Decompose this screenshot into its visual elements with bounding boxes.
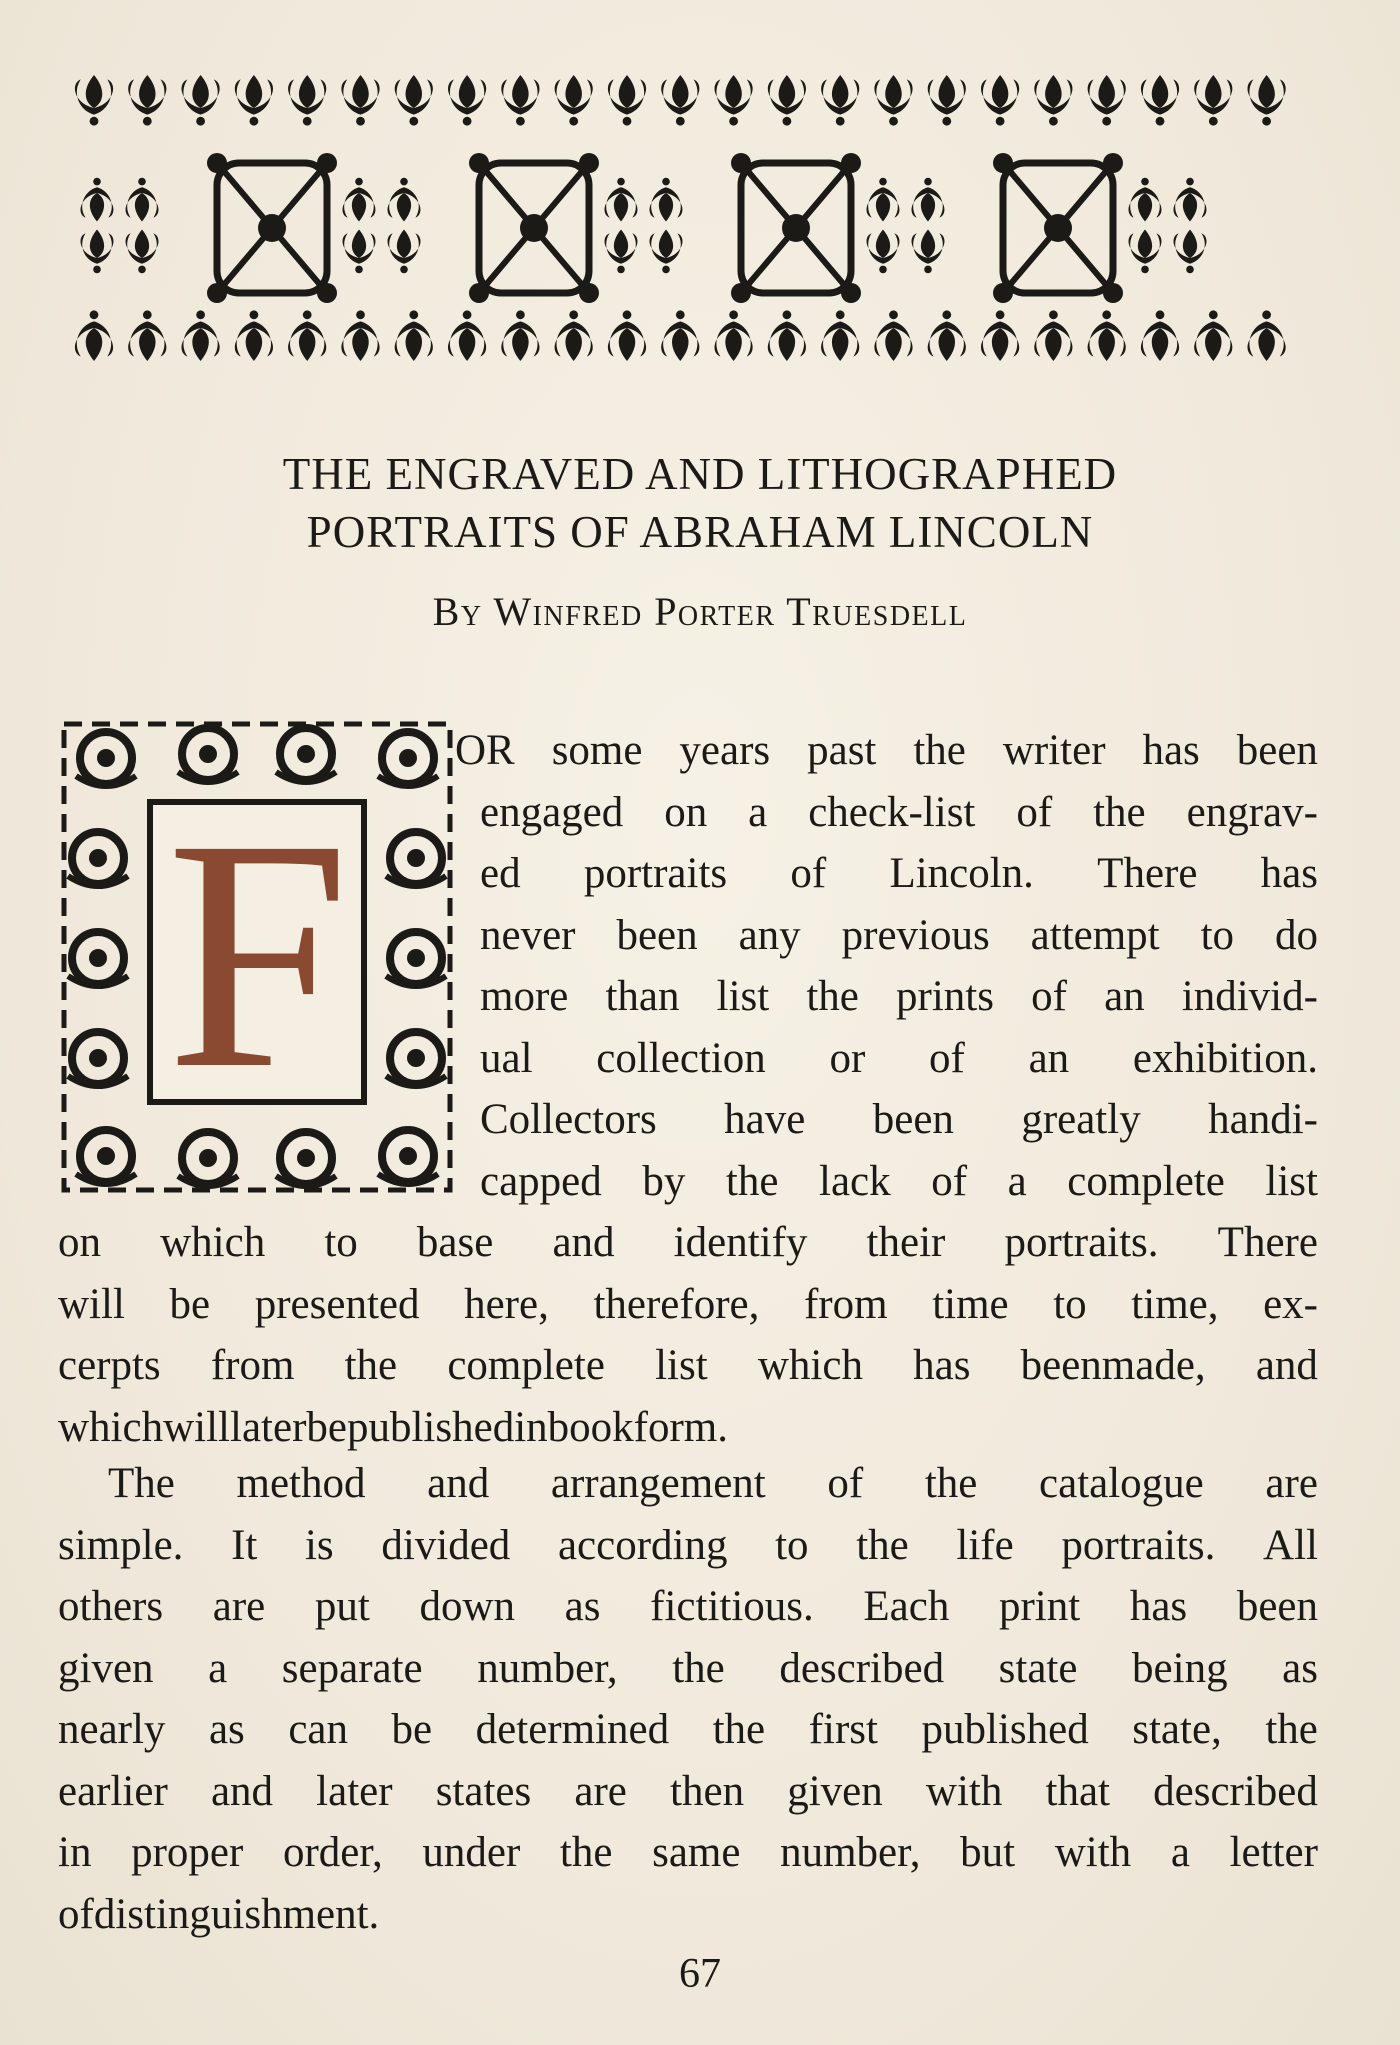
fleuron-ornament (501, 75, 539, 115)
fleuron-ornament (912, 230, 945, 264)
ornament-dot (1102, 310, 1111, 319)
text-line: Collectors have been greatly handi- (480, 1096, 1318, 1143)
fleuron-ornament (867, 187, 900, 221)
fleuron-ornament (1129, 230, 1162, 264)
ornament-dot (676, 310, 685, 319)
knot-corner (207, 153, 227, 173)
knot-center (520, 214, 548, 242)
ornament-dot (569, 117, 578, 126)
fleuron-ornament (1034, 75, 1072, 115)
text-line: which will later be published in book form. (58, 1403, 728, 1451)
ornament-dot (409, 310, 418, 319)
fleuron-ornament (715, 75, 753, 115)
fleuron-ornament (343, 187, 376, 221)
ornament-dot (942, 117, 951, 126)
fleuron-ornament (343, 230, 376, 264)
fleuron-ornament (388, 230, 421, 264)
knot-corner (579, 153, 599, 173)
decorated-initial (58, 718, 456, 1196)
fleuron-ornament (448, 321, 486, 361)
ornament-dot (662, 266, 670, 274)
fleuron-ornament (605, 230, 638, 264)
fleuron-ornament (661, 321, 699, 361)
knot-corner (731, 283, 751, 303)
fleuron-ornament (388, 187, 421, 221)
ornament-dot (1049, 117, 1058, 126)
ornament-dot (93, 266, 101, 274)
scroll-center (89, 949, 107, 967)
text-line: of distinguishment. (58, 1890, 380, 1938)
knot-corner (317, 283, 337, 303)
ornament-dot (729, 117, 738, 126)
fleuron-ornament (1174, 187, 1207, 221)
fleuron-ornament (128, 75, 166, 115)
text-line: never been any previous attempt to do (480, 911, 1318, 959)
ornament-dot (356, 310, 365, 319)
text-line: ual collection or of an exhibition. (480, 1034, 1318, 1082)
fleuron-ornament (874, 321, 912, 361)
ornament-dot (1141, 266, 1149, 274)
fleuron-ornament (608, 75, 646, 115)
fleuron-ornament (395, 75, 433, 115)
fleuron-ornament (1034, 321, 1072, 361)
fleuron-ornament (555, 75, 593, 115)
text-line: in proper order, under the same number, but with a letter (58, 1829, 1318, 1876)
fleuron-ornament (1194, 75, 1232, 115)
ornament-dot (400, 178, 408, 186)
text-line: given a separate number, the described state being as (58, 1644, 1318, 1692)
knot-corner (469, 153, 489, 173)
fleuron-ornament (661, 75, 699, 115)
fleuron-ornament (501, 321, 539, 361)
fleuron-ornament (81, 230, 114, 264)
scroll-center (199, 1149, 217, 1167)
text-line: cerpts from the complete list which has beenmade, and (58, 1342, 1318, 1389)
ornament-dot (879, 178, 887, 186)
fleuron-ornament (1141, 75, 1179, 115)
text-line: OR some years past the writer has been (455, 727, 1318, 774)
ornament-dot (143, 117, 152, 126)
knot-center (1044, 214, 1072, 242)
ornament-dot (1186, 178, 1194, 186)
ornamental-header-band (72, 58, 1302, 368)
fleuron-ornament (75, 321, 113, 361)
text-line: ed portraits of Lincoln. There has (480, 850, 1318, 897)
fleuron-ornament (981, 75, 1019, 115)
ornament-dot (623, 117, 632, 126)
ornament-dot (303, 310, 312, 319)
text-line: more than list the prints of an individ- (480, 973, 1318, 1020)
ornament-dot (836, 310, 845, 319)
scroll-center (407, 1049, 425, 1067)
text-line: will be presented here, therefore, from time to time, ex- (58, 1280, 1318, 1328)
fleuron-ornament (867, 230, 900, 264)
ornament-dot (996, 117, 1005, 126)
fleuron-ornament (981, 321, 1019, 361)
ornament-dot (783, 117, 792, 126)
fleuron-ornament (768, 321, 806, 361)
fleuron-ornament (555, 321, 593, 361)
knot-corner (731, 153, 751, 173)
fleuron-ornament (341, 321, 379, 361)
ornament-dot (942, 310, 951, 319)
fleuron-ornament (768, 75, 806, 115)
ornament-dot (138, 266, 146, 274)
fleuron-ornament (235, 75, 273, 115)
fleuron-ornament (650, 187, 683, 221)
fleuron-ornament (821, 321, 859, 361)
article-title-line-1: THE ENGRAVED AND LITHOGRAPHED (282, 449, 1118, 499)
scroll-center (407, 849, 425, 867)
fleuron-ornament (448, 75, 486, 115)
ornament-dot (1049, 310, 1058, 319)
fleuron-ornament (821, 75, 859, 115)
ornament-dot (676, 117, 685, 126)
knot-corner (841, 153, 861, 173)
scroll-center (89, 1049, 107, 1067)
knot-center (782, 214, 810, 242)
ornament-dot (617, 178, 625, 186)
ornament-dot (355, 266, 363, 274)
fleuron-ornament (182, 75, 220, 115)
knot-center (258, 214, 286, 242)
knot-corner (1103, 283, 1123, 303)
knot-corner (469, 283, 489, 303)
ornament-dot (1141, 178, 1149, 186)
ornament-dot (996, 310, 1005, 319)
fleuron-ornament (605, 187, 638, 221)
text-line: earlier and later states are then given with that described (58, 1767, 1318, 1815)
ornament-dot (355, 178, 363, 186)
ornament-dot (1186, 266, 1194, 274)
article-byline: By Winfred Porter Truesdell (432, 589, 968, 634)
ornament-dot (836, 117, 845, 126)
ornament-dot (1102, 117, 1111, 126)
ornament-dot (617, 266, 625, 274)
fleuron-ornament (128, 321, 166, 361)
fleuron-ornament (75, 75, 113, 115)
ornament-dot (889, 117, 898, 126)
fleuron-ornament (288, 75, 326, 115)
fleuron-ornament (1088, 75, 1126, 115)
fleuron-ornament (1141, 321, 1179, 361)
ornament-dot (250, 310, 259, 319)
scroll-center (97, 749, 115, 767)
ornament-dot (924, 178, 932, 186)
fleuron-ornament (912, 187, 945, 221)
ornament-dot (662, 178, 670, 186)
fleuron-ornament (235, 321, 273, 361)
scroll-center (97, 1147, 115, 1165)
ornament-dot (1156, 310, 1165, 319)
ornament-dot (463, 117, 472, 126)
fleuron-ornament (1174, 230, 1207, 264)
fleuron-ornament (1248, 321, 1286, 361)
scroll-center (399, 1147, 417, 1165)
fleuron-ornament (395, 321, 433, 361)
ornament-dot (356, 117, 365, 126)
fleuron-ornament (928, 321, 966, 361)
ornament-dot (303, 117, 312, 126)
fleuron-ornament (1088, 321, 1126, 361)
scroll-center (89, 849, 107, 867)
fleuron-ornament (341, 75, 379, 115)
scroll-center (199, 745, 217, 763)
ornament-dot (1262, 310, 1271, 319)
ornament-dot (924, 266, 932, 274)
knot-corner (579, 283, 599, 303)
ornament-dot (196, 117, 205, 126)
text-line: capped by the lack of a complete list (480, 1157, 1318, 1205)
knot-corner (317, 153, 337, 173)
knot-corner (993, 283, 1013, 303)
ornament-dot (1209, 310, 1218, 319)
article-title-line-2: PORTRAITS OF ABRAHAM LINCOLN (306, 507, 1094, 557)
fleuron-ornament (928, 75, 966, 115)
ornament-dot (889, 310, 898, 319)
ornament-dot (783, 310, 792, 319)
fleuron-ornament (182, 321, 220, 361)
scroll-center (297, 1149, 315, 1167)
ornament-dot (1209, 117, 1218, 126)
ornament-dot (729, 310, 738, 319)
ornament-dot (143, 310, 152, 319)
ornament-dot (250, 117, 259, 126)
knot-corner (841, 283, 861, 303)
ornament-dot (196, 310, 205, 319)
text-line: engaged on a check-list of the engrav- (480, 788, 1318, 836)
fleuron-ornament (288, 321, 326, 361)
knot-corner (993, 153, 1013, 173)
text-line: simple. It is divided according to the life portraits. All (58, 1521, 1318, 1569)
ornament-dot (569, 310, 578, 319)
scroll-center (399, 749, 417, 767)
ornament-dot (516, 310, 525, 319)
fleuron-ornament (650, 230, 683, 264)
fleuron-ornament (126, 187, 159, 221)
text-line: on which to base and identify their portraits. There (58, 1219, 1318, 1266)
fleuron-ornament (715, 321, 753, 361)
ornament-dot (90, 117, 99, 126)
fleuron-ornament (126, 230, 159, 264)
ornament-dot (1156, 117, 1165, 126)
ornament-dot (879, 266, 887, 274)
ornament-dot (516, 117, 525, 126)
fleuron-ornament (1194, 321, 1232, 361)
drop-cap-letter: F (166, 772, 350, 1137)
ornament-dot (90, 310, 99, 319)
ornament-dot (93, 178, 101, 186)
scroll-center (297, 745, 315, 763)
knot-corner (207, 283, 227, 303)
page-number: 67 (679, 1951, 721, 1997)
ornament-dot (1262, 117, 1271, 126)
fleuron-ornament (1248, 75, 1286, 115)
fleuron-ornament (81, 187, 114, 221)
ornament-dot (623, 310, 632, 319)
ornament-dot (138, 178, 146, 186)
fleuron-ornament (1129, 187, 1162, 221)
scroll-center (407, 949, 425, 967)
knot-corner (1103, 153, 1123, 173)
ornament-dot (409, 117, 418, 126)
ornament-dot (400, 266, 408, 274)
ornament-dot (463, 310, 472, 319)
fleuron-ornament (608, 321, 646, 361)
text-line: others are put down as fictitious. Each print has been (58, 1583, 1318, 1630)
fleuron-ornament (874, 75, 912, 115)
text-line: nearly as can be determined the first published state, the (58, 1706, 1318, 1753)
text-line: The method and arrangement of the catalogue are (108, 1460, 1318, 1507)
